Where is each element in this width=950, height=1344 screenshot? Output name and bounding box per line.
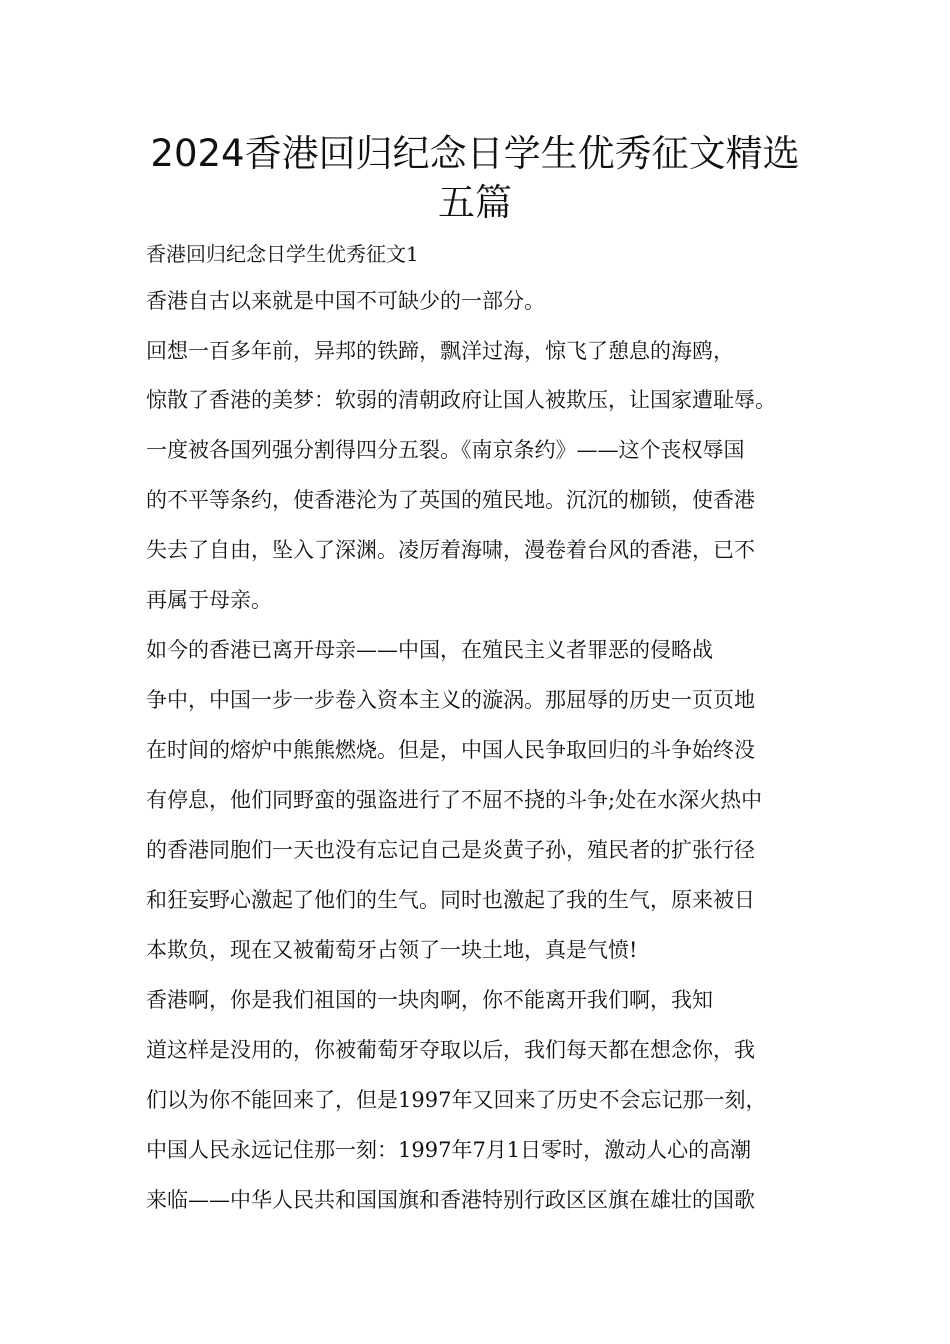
body-line-4: 一度被各国列强分割得四分五裂。《南京条约》——这个丧权辱国 [146, 438, 745, 462]
body-line-3: 惊散了香港的美梦：软弱的清朝政府让国人被欺压，让国家遭耻辱。 [146, 388, 776, 412]
body-line-13: 和狂妄野心激起了他们的生气。同时也激起了我的生气，原来被日 [146, 888, 755, 912]
body-line-1: 香港自古以来就是中国不可缺少的一部分。 [146, 289, 545, 313]
document-title-line-1: 2024香港回归纪念日学生优秀征文精选 [150, 132, 800, 175]
body-line-10: 在时间的熔炉中熊熊燃烧。但是，中国人民争取回归的斗争始终没 [146, 738, 755, 762]
document-title-line-2: 五篇 [438, 181, 512, 224]
body-line-15: 香港啊，你是我们祖国的一块肉啊，你不能离开我们啊，我知 [146, 988, 713, 1012]
body-line-17: 们以为你不能回来了，但是1997年又回来了历史不会忘记那一刻， [146, 1088, 767, 1112]
body-line-2: 回想一百多年前，异邦的铁蹄，飘洋过海，惊飞了憩息的海鸥， [146, 339, 734, 363]
essay-subheading: 香港回归纪念日学生优秀征文1 [146, 242, 419, 266]
body-line-19: 来临——中华人民共和国国旗和香港特别行政区区旗在雄壮的国歌 [146, 1188, 755, 1212]
body-line-12: 的香港同胞们一天也没有忘记自己是炎黄子孙，殖民者的扩张行径 [146, 838, 755, 862]
body-line-7: 再属于母亲。 [146, 588, 272, 612]
body-line-16: 道这样是没用的，你被葡萄牙夺取以后，我们每天都在想念你，我 [146, 1038, 755, 1062]
body-line-11: 有停息，他们同野蛮的强盗进行了不屈不挠的斗争;处在水深火热中 [146, 788, 763, 812]
body-line-5: 的不平等条约，使香港沦为了英国的殖民地。沉沉的枷锁，使香港 [146, 488, 755, 512]
body-line-9: 争中，中国一步一步卷入资本主义的漩涡。那屈辱的历史一页页地 [146, 688, 755, 712]
body-line-6: 失去了自由，坠入了深渊。凌厉着海啸，漫卷着台风的香港，已不 [146, 538, 755, 562]
body-line-18: 中国人民永远记住那一刻：1997年7月1日零时，激动人心的高潮 [146, 1138, 752, 1162]
body-line-14: 本欺负，现在又被葡萄牙占领了一块土地，真是气愤! [146, 938, 638, 962]
body-line-8: 如今的香港已离开母亲——中国，在殖民主义者罪恶的侵略战 [146, 638, 713, 662]
